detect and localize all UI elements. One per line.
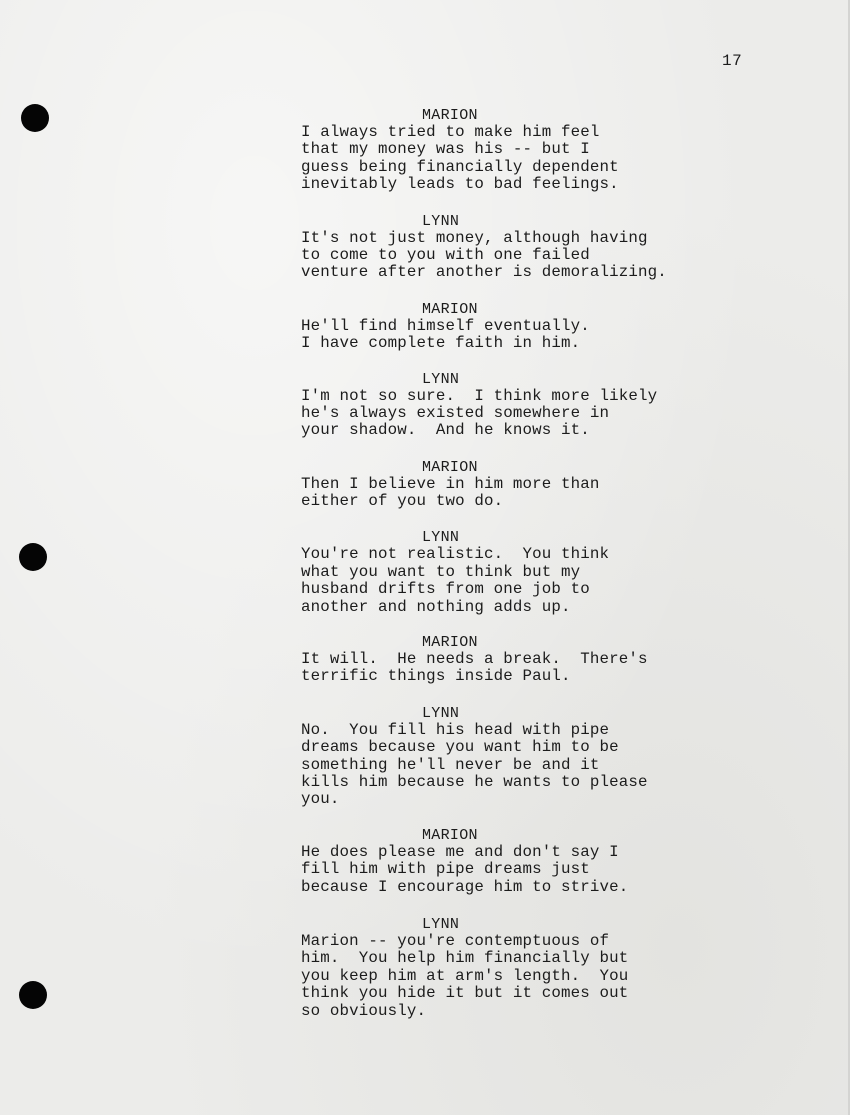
dialogue-block bbox=[301, 827, 701, 896]
dialogue-line: I'm not so sure. I think more likely bbox=[301, 386, 658, 405]
dialogue-line: him. You help him financially but bbox=[301, 949, 629, 968]
dialogue-line: dreams because you want him to be bbox=[301, 738, 619, 757]
dialogue-line: you. bbox=[301, 790, 340, 809]
dialogue-line: Marion -- you're contemptuous of bbox=[301, 931, 610, 950]
dialogue-line: It's not just money, although having bbox=[301, 228, 648, 247]
dialogue-block bbox=[301, 213, 701, 282]
dialogue-section bbox=[301, 89, 701, 1020]
dialogue-line: that my money was his -- but I bbox=[301, 140, 590, 159]
dialogue-line: to come to you with one failed bbox=[301, 245, 590, 264]
character-name: MARION bbox=[422, 634, 478, 652]
dialogue-line: your shadow. And he knows it. bbox=[301, 421, 590, 440]
dialogue-line: He does please me and don't say I bbox=[301, 842, 619, 861]
dialogue-line: fill him with pipe dreams just bbox=[301, 860, 590, 879]
dialogue-line: Then I believe in him more than bbox=[301, 474, 600, 493]
dialogue-line: he's always existed somewhere in bbox=[301, 403, 610, 422]
dialogue-line: because I encourage him to strive. bbox=[301, 877, 629, 896]
dialogue-line: you keep him at arm's length. You bbox=[301, 966, 629, 985]
dialogue-line: think you hide it but it comes out bbox=[301, 984, 629, 1003]
dialogue-line: so obviously. bbox=[301, 1001, 427, 1020]
character-name: MARION bbox=[422, 458, 478, 476]
binder-hole-middle bbox=[19, 543, 47, 571]
dialogue-block bbox=[301, 529, 701, 616]
dialogue-line: I always tried to make him feel bbox=[301, 123, 600, 141]
binder-hole-top bbox=[21, 104, 49, 132]
character-name: LYNN bbox=[422, 704, 460, 722]
dialogue-line: inevitably leads to bad feelings. bbox=[301, 175, 619, 194]
dialogue-line: No. You fill his head with pipe bbox=[301, 720, 610, 739]
dialogue-block bbox=[301, 107, 701, 194]
character-name: LYNN bbox=[422, 212, 460, 230]
dialogue-line: You're not realistic. You think bbox=[301, 545, 610, 564]
character-name: LYNN bbox=[422, 915, 460, 933]
character-name: LYNN bbox=[422, 370, 460, 388]
dialogue-line: kills him because he wants to please bbox=[301, 772, 648, 791]
dialogue-line: venture after another is demoralizing. bbox=[301, 263, 667, 282]
dialogue-line: either of you two do. bbox=[301, 492, 504, 511]
dialogue-block bbox=[301, 705, 701, 809]
character-name: LYNN bbox=[422, 529, 460, 547]
character-name: MARION bbox=[422, 107, 478, 124]
dialogue-line: I have complete faith in him. bbox=[301, 334, 581, 353]
dialogue-block bbox=[301, 459, 701, 511]
character-name: MARION bbox=[422, 826, 478, 844]
dialogue-line: something he'll never be and it bbox=[301, 755, 600, 774]
dialogue-block bbox=[301, 301, 701, 353]
dialogue-line: It will. He needs a break. There's bbox=[301, 650, 648, 669]
dialogue-line: husband drifts from one job to bbox=[301, 580, 590, 599]
dialogue-line: what you want to think but my bbox=[301, 562, 581, 581]
dialogue-block bbox=[301, 916, 701, 1020]
dialogue-line: guess being financially dependent bbox=[301, 157, 619, 176]
binder-hole-bottom bbox=[19, 981, 47, 1009]
dialogue-line: He'll find himself eventually. bbox=[301, 316, 590, 335]
character-name: MARION bbox=[422, 300, 478, 318]
dialogue-block bbox=[301, 371, 701, 440]
page-number: 17 bbox=[722, 52, 743, 70]
dialogue-block bbox=[301, 634, 701, 686]
dialogue-line: another and nothing adds up. bbox=[301, 597, 571, 616]
dialogue-line: terrific things inside Paul. bbox=[301, 667, 571, 686]
